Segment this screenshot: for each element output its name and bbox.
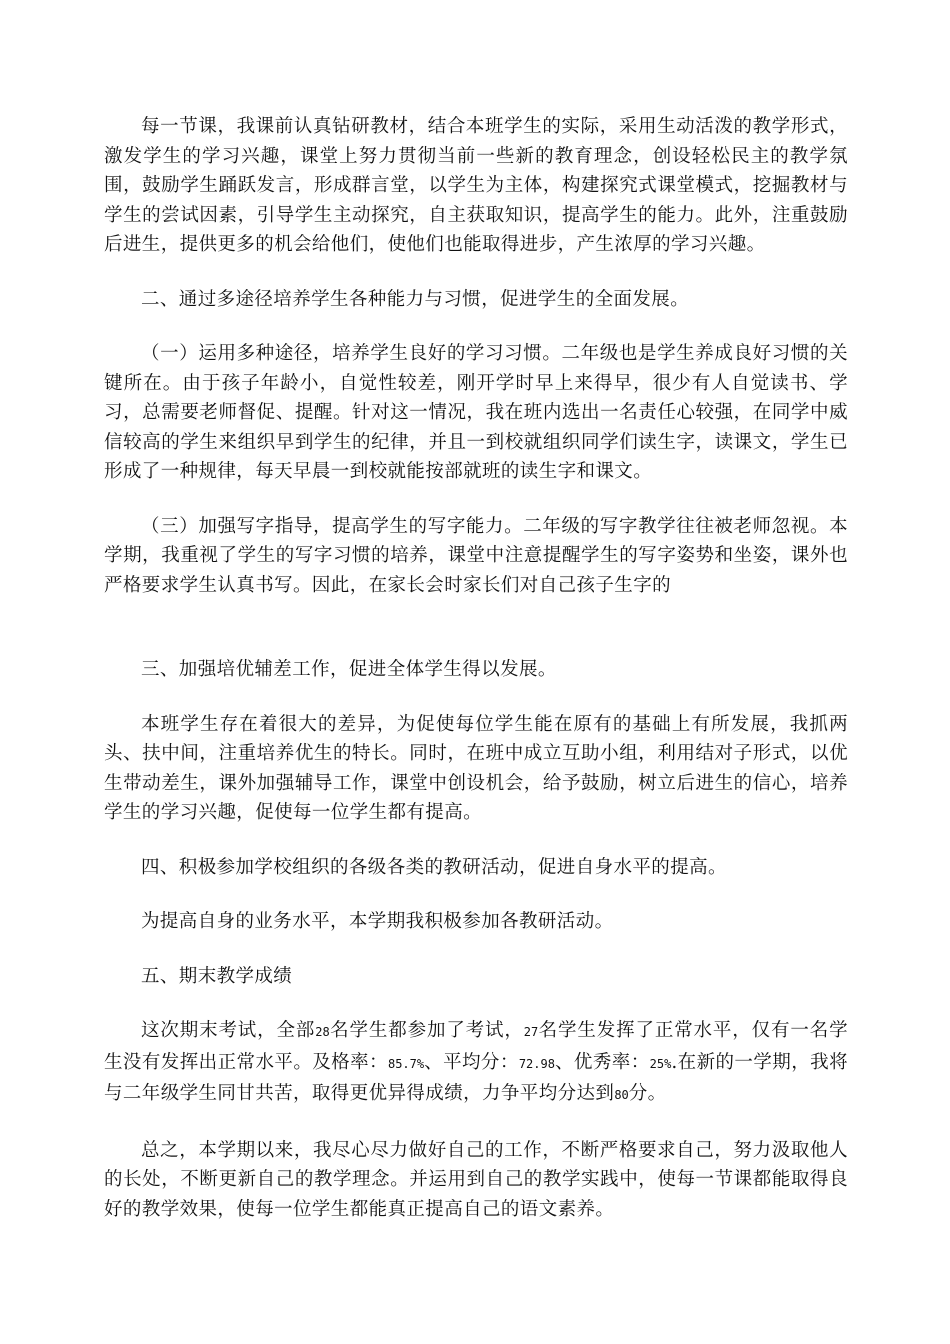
paragraph-writing-guidance: （三）加强写字指导，提高学生的写字能力。二年级的写字教学往往被老师忽视。本学期，我重视了学生的写字习惯的培养，课堂中注意提醒学生的写字姿势和坐姿，课外也严格要求学生认真书写。因此，在家长会时家长们对自己孩子生字的 [104, 515, 848, 596]
document-body [104, 112, 848, 1249]
exam-text: 、平均分： [424, 1051, 519, 1073]
exam-text: 名学生都参加了考试， [329, 1020, 524, 1041]
student-total: 28 [315, 1025, 330, 1039]
paragraph-tutoring: 本班学生存在着很大的差异，为促使每位学生能在原有的基础上有所发展，我抓两头、扶中间，注重培养优生的特长。同时，在班中成立互助小组，利用结对子形式，以优生带动差生，课外加强辅导工作，课堂中创设机会，给予鼓励，树立后进生的信心，培养学生的学习兴趣，促使每一位学生都有提高。 [104, 713, 848, 823]
excellence-rate: 25% [649, 1056, 672, 1071]
paragraph-conclusion: 总之，本学期以来，我尽心尽力做好自己的工作，不断严格要求自己，努力汲取他人的长处，不断更新自己的教学理念。并运用到自己的教学实践中，使每一节课都能取得良好的教学效果，使每一位学生都能真正提高自己的语文素养。 [104, 1139, 848, 1220]
section-heading-four: 四、积极参加学校组织的各级各类的教研活动，促进自身水平的提高。 [141, 856, 727, 878]
paragraph-research-activities: 为提高自身的业务水平，本学期我积极参加各教研活动。 [141, 911, 614, 932]
section-heading-two: 二、通过多途径培养学生各种能力与习惯，促进学生的全面发展。 [141, 288, 690, 310]
paragraph-gap [104, 625, 848, 655]
section-heading-five: 五、期末教学成绩 [141, 965, 293, 987]
exam-text: 名学生发挥了正常水平，仅有一名学生没有发挥出正常水平。及格率： [104, 1020, 848, 1073]
exam-text: 分。 [628, 1083, 667, 1104]
exam-text: 这次期末考试，全部 [141, 1020, 316, 1041]
exam-text: 、优秀率： [554, 1051, 650, 1073]
average-score: 72.98 [518, 1056, 555, 1071]
pass-rate: 85.7% [387, 1056, 425, 1071]
section-heading-three: 三、加强培优辅差工作，促进全体学生得以发展。 [141, 659, 557, 680]
paragraph-teaching-methods: 每一节课，我课前认真钻研教材，结合本班学生的实际，采用生动活泼的教学形式，激发学生的学习兴趣，课堂上努力贯彻当前一些新的教育理念，创设轻松民主的教学氛围，鼓励学生踊跃发言，形成群言堂，以学生为主体，构建探究式课堂模式，挖掘教材与学生的尝试因素，引导学生主动探究，自主获取知识，提高学生的能力。此外，注重鼓励后进生，提供更多的机会给他们，使他们也能取得进步，产生浓厚的学习兴趣。 [104, 116, 848, 255]
normal-students: 27 [523, 1025, 539, 1039]
paragraph-exam-results [104, 1016, 848, 1111]
exam-text: .在新的一学期，我将与二年级学生同甘共苦，取得更优异得成绩，力争平均分达到 [104, 1051, 848, 1104]
target-average: 80 [614, 1088, 629, 1102]
paragraph-study-habits: （一）运用多种途径，培养学生良好的学习习惯。二年级也是学生养成良好习惯的关键所在。由于孩子年龄小，自觉性较差，刚开学时早上来得早，很少有人自觉读书、学习，总需要老师督促、提醒。针对这一情况，我在班内选出一名责任心较强，在同学中威信较高的学生来组织早到学生的纪律，并且一到校就组织同学们读生字，读课文，学生已形成了一种规律，每天早晨一到校就能按部就班的读生字和课文。 [104, 343, 848, 482]
